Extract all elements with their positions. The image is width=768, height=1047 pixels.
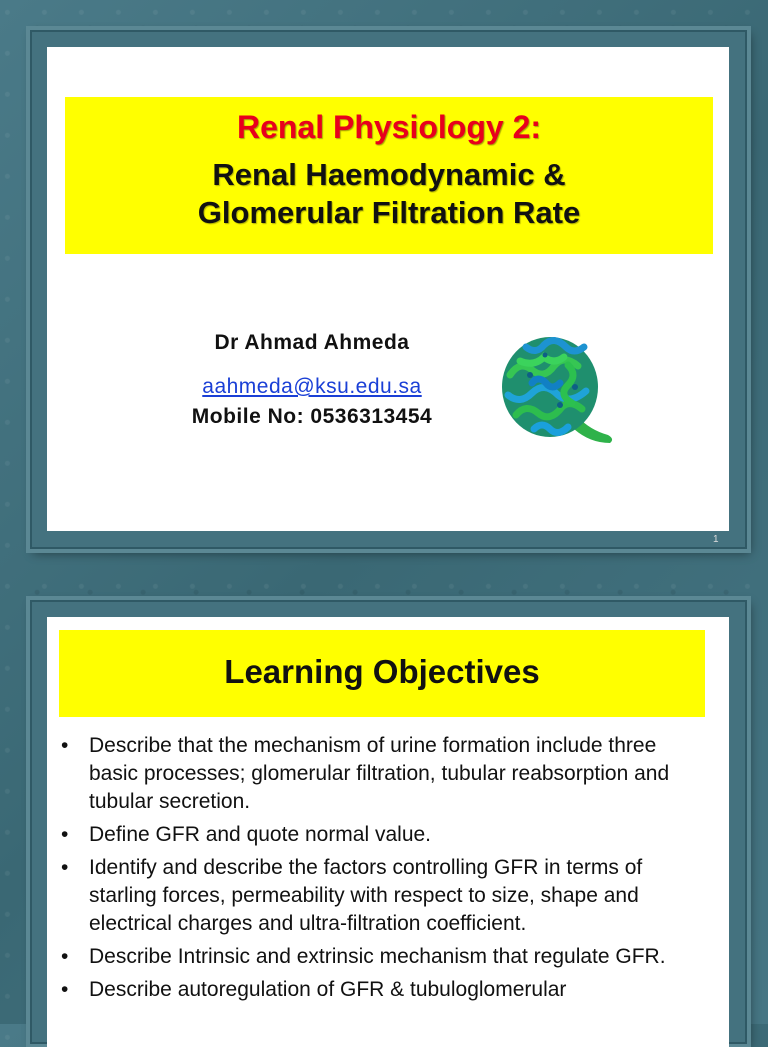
author-mobile: Mobile No: 0536313454 xyxy=(191,405,433,428)
bullet-icon: • xyxy=(61,734,69,757)
bullet-icon: • xyxy=(61,978,69,1001)
slide-1[interactable] xyxy=(47,47,729,531)
glomerulus-illustration-icon xyxy=(490,325,620,455)
page-number: 1 xyxy=(713,534,719,545)
objectives-list xyxy=(59,732,709,1009)
lecture-series-title: Renal Physiology 2: xyxy=(236,109,542,145)
list-item xyxy=(59,943,709,971)
slide-1-frame xyxy=(30,30,747,549)
bullet-icon: • xyxy=(61,823,69,846)
lecture-title-line1: Renal Haemodynamic & xyxy=(212,157,566,192)
objective-text: Describe that the mechanism of urine formation include three basic processes; glomerular filtration, tubular reabsorption and tubular secretion. xyxy=(89,734,670,813)
list-item xyxy=(59,854,709,938)
lecture-title-line2: Glomerular Filtration Rate xyxy=(197,195,581,230)
author-name: Dr Ahmad Ahmeda xyxy=(214,331,410,354)
lecture-title xyxy=(65,156,713,232)
bullet-icon: • xyxy=(61,945,69,968)
title-banner xyxy=(65,97,713,254)
slide-2[interactable] xyxy=(47,617,729,1047)
objective-text: Describe autoregulation of GFR & tubuloglomerular xyxy=(89,978,567,1001)
objective-text: Define GFR and quote normal value. xyxy=(89,823,432,846)
objectives-heading: Learning Objectives xyxy=(224,653,540,690)
objectives-banner xyxy=(59,630,705,717)
email-link[interactable]: aahmeda@ksu.edu.sa xyxy=(202,375,422,398)
slide-2-frame xyxy=(30,600,747,1044)
bullet-icon: • xyxy=(61,856,69,879)
objective-text: Identify and describe the factors controlling GFR in terms of starling forces, permeability with respect to size, shape and electrical charges and ultra-filtration coefficient. xyxy=(89,856,643,935)
list-item xyxy=(59,821,709,849)
list-item xyxy=(59,732,709,816)
objective-text: Describe Intrinsic and extrinsic mechanism that regulate GFR. xyxy=(89,945,666,968)
list-item xyxy=(59,976,709,1004)
